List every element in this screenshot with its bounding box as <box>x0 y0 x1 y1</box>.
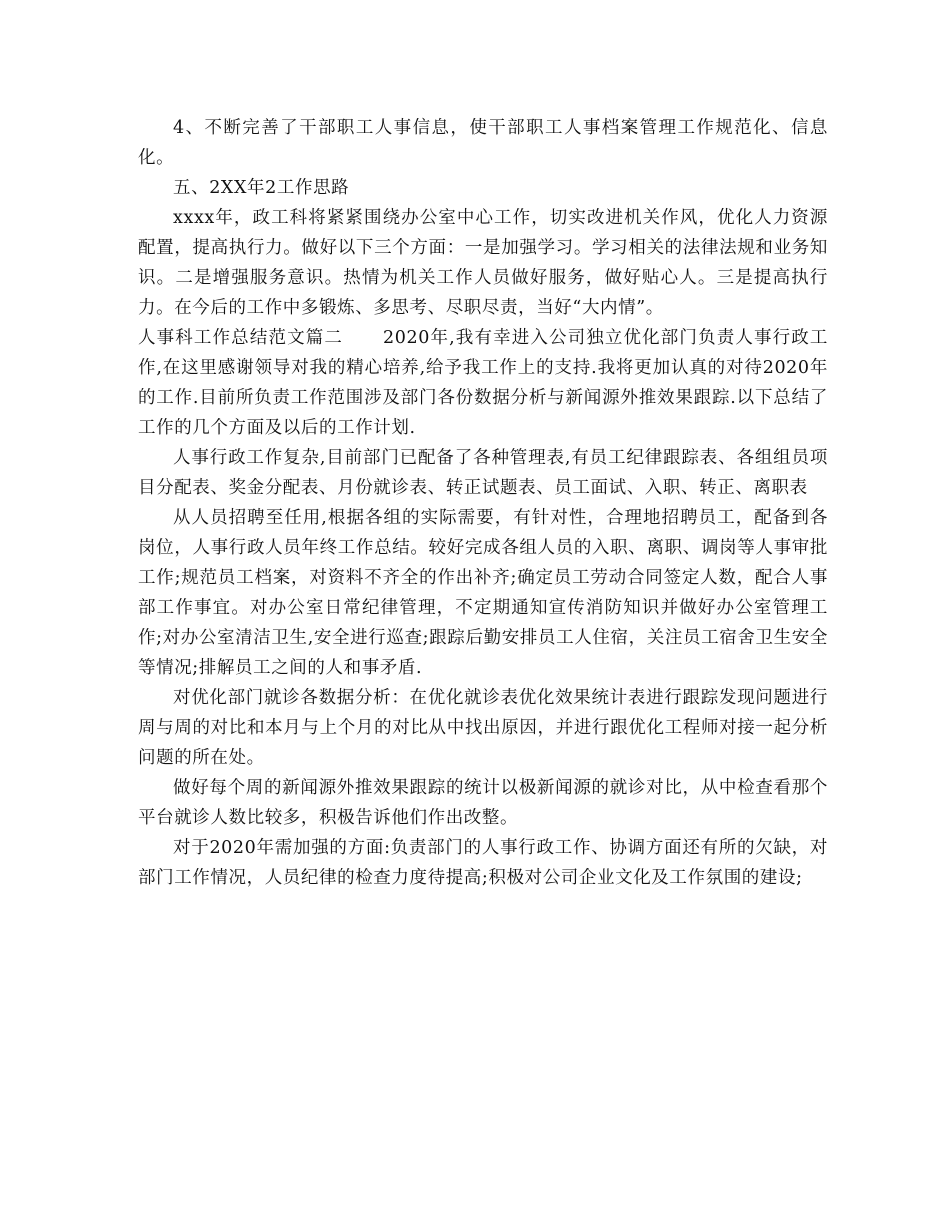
paragraph-article-two-intro <box>138 323 828 443</box>
article-title: 人事科工作总结范文篇二 <box>138 328 343 348</box>
paragraph-data-analysis: 对优化部门就诊各数据分析：在优化就诊表优化效果统计表进行跟踪发现问题进行周与周的对比和本月与上个月的对比从中找出原因，并进行跟优化工程师对接一起分析问题的所在处。 <box>138 688 828 768</box>
paragraph-admin-forms: 人事行政工作复杂,目前部门已配备了各种管理表,有员工纪律跟踪表、各组组员项目分配表、奖金分配表、月份就诊表、转正试题表、员工面试、入职、转正、离职表 <box>138 448 828 498</box>
paragraph-item-4: 4、不断完善了干部职工人事信息，使干部职工人事档案管理工作规范化、信息化。 <box>138 118 828 168</box>
paragraph-recruitment: 从人员招聘至任用,根据各组的实际需要，有针对性，合理地招聘员工，配备到各岗位，人事行政人员年终工作总结。较好完成各组人员的入职、离职、调岗等人事审批工作;规范员工档案，对资料不齐全的作出补齐;确定员工劳动合同签定人数，配合人事部工作事宜。对办公室日常纪律管理，不定期通知宣传消防知识并做好办公室管理工作;对办公室清洁卫生,安全进行巡查;跟踪后勤安排员工人住宿，关注员工宿舍卫生安全等情况;排解员工之间的人和事矛盾. <box>138 508 828 678</box>
section-heading-work-plan: 五、2XX年2工作思路 <box>173 178 350 198</box>
paragraph-intro-text: 2020年,我有幸进入公司独立优化部门负责人事行政工作,在这里感谢领导对我的精心培养,给予我工作上的支持.我将更加认真的对待2020年的工作.目前所负责工作范围涉及部门各份数据分析与新闻源外推效果跟踪.以下总结了工作的几个方面及以后的工作计划. <box>138 328 828 438</box>
paragraph-work-plan: xxxx年，政工科将紧紧围绕办公室中心工作，切实改进机关作风，优化人力资源配置，提高执行力。做好以下三个方面：一是加强学习。学习相关的法律法规和业务知识。二是增强服务意识。热情为机关工作人员做好服务，做好贴心人。三是提高执行力。在今后的工作中多锻炼、多思考、尽职尽责，当好“大内情”。 <box>138 208 828 318</box>
paragraph-news-tracking: 做好每个周的新闻源外推效果跟踪的统计以极新闻源的就诊对比，从中检查看那个平台就诊人数比较多，积极告诉他们作出改整。 <box>138 778 828 828</box>
paragraph-improvements: 对于2020年需加强的方面:负责部门的人事行政工作、协调方面还有所的欠缺，对部门工作情况，人员纪律的检查力度待提高;积极对公司企业文化及工作氛围的建设; <box>138 838 828 888</box>
document-body <box>138 113 828 893</box>
